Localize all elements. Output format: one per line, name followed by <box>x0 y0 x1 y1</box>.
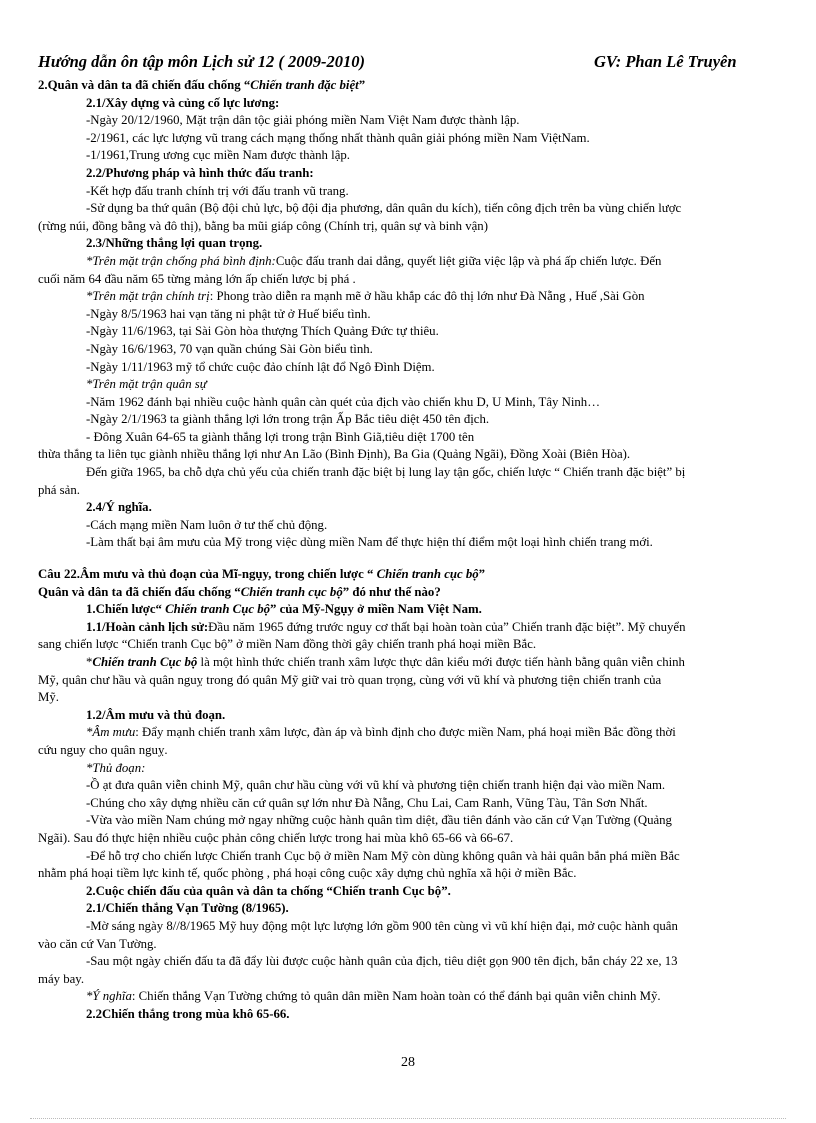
text-line: -Sau một ngày chiến đấu ta đã đẩy lùi được cuộc hành quân của địch, tiêu diệt gọn 900 tên địch, bắn cháy 22 xe, 13 <box>86 954 678 969</box>
subsection-heading: 2.1/Xây dựng và củng cố lực lương: <box>86 95 280 110</box>
text-line: Đến giữa 1965, ba chỗ dựa chủ yếu của chiến tranh đặc biệt bị lung lay tận gốc, chiến lược “ Chiến tranh đặc biệt” bị <box>86 465 686 480</box>
question-heading: Quân và dân ta đã chiến đấu chống “Chiến tranh cục bộ” đó như thế nào? <box>38 584 441 599</box>
text-line: *Âm mưu: Đẩy mạnh chiến tranh xâm lược, đàn áp và bình định cho được miền Nam, phá hoại miền Bắc đồng thời <box>86 725 676 740</box>
text-line: sang chiến lược “Chiến tranh Cục bộ” ở miền Nam đồng thời gây chiến tranh phá hoại miền Bắc. <box>38 637 537 652</box>
text-line: -Cách mạng miền Nam luôn ở tư thế chủ động. <box>86 517 328 532</box>
text-line: máy bay. <box>38 971 85 986</box>
text-line: *Ý nghĩa: Chiến thắng Vạn Tường chứng tỏ quân dân miền Nam hoàn toàn có thể đánh bại quân viễn chinh Mỹ. <box>86 989 661 1004</box>
question-heading: Câu 22.Âm mưu và thủ đoạn của Mĩ-ngụy, trong chiến lược “ Chiến tranh cục bộ” <box>38 567 486 582</box>
subsection-heading: 2.2Chiến thắng trong mùa khô 65-66. <box>86 1006 290 1021</box>
text-line: -Ngày 16/6/1963, 70 vạn quần chúng Sài Gòn biểu tình. <box>86 341 373 356</box>
text-line: thừa thắng ta liên tục giành nhiều thắng lợi như An Lão (Bình Định), Ba Gia (Quảng Ngãi), Đồng Xoài (Biên Hòa). <box>38 447 631 462</box>
subsection-heading: 2.3/Những thắng lợi quan trọng. <box>86 236 263 251</box>
text-line: -Ngày 2/1/1963 ta giành thắng lợi lớn trong trận Ấp Bắc tiêu diệt 450 tên địch. <box>86 412 490 427</box>
text-line: -Ngày 1/11/1963 mỹ tổ chức cuộc đảo chính lật đổ Ngô Đình Diệm. <box>86 359 435 374</box>
text-line: -2/1961, các lực lượng vũ trang cách mạng thống nhất thành quân giải phóng miền Nam ViệtNam. <box>86 130 590 145</box>
subsection-heading: 1.2/Âm mưu và thủ đoạn. <box>86 707 226 722</box>
text-line: vào căn cứ Van Tường. <box>38 936 157 951</box>
text-line: Mỹ, quân chư hầu và quân nguỵ trong đó quân Mỹ giữ vai trò quan trọng, cùng với vũ khí và phương tiện chiến tranh của <box>38 672 662 687</box>
header-teacher: GV: Phan Lê Truyên <box>594 52 737 71</box>
subsection-heading: 1.Chiến lược“ Chiến tranh Cục bộ” của Mỹ-Ngụy ở miền Nam Việt Nam. <box>86 602 482 617</box>
text-line: *Chiến tranh Cục bộ là một hình thức chiến tranh xâm lược thực dân kiểu mới được tiến hành bằng quân viễn chinh <box>86 655 685 669</box>
page-header <box>38 52 738 76</box>
text-line: -Chúng cho xây dựng nhiều căn cứ quân sự lớn như Đà Nẵng, Chu Lai, Cam Ranh, Vũng Tàu, Tân Sơn Nhất. <box>86 795 648 810</box>
text-line: *Trên mặt trận chính trị: Phong trào diễn ra mạnh mẽ ở hầu khắp các đô thị lớn như Đà Nẵng , Huế ,Sài Gòn <box>86 289 645 304</box>
text-line: cứu nguy cho quân nguỵ. <box>38 742 168 757</box>
text-line: -Ngày 8/5/1963 hai vạn tăng ni phật tử ở Huế biểu tình. <box>86 306 371 321</box>
document-body <box>38 77 778 1023</box>
text-line: nhằm phá hoại tiềm lực kinh tế, quốc phòng , phá hoại công cuộc xây dựng chủ nghĩa xã hội ở miền Bắc. <box>38 866 577 881</box>
text-line: -Làm thất bại âm mưu của Mỹ trong việc dùng miền Nam để thực hiện thí điểm một loại hình chiến trang mới. <box>86 535 653 550</box>
text-line: -Ngày 11/6/1963, tại Sài Gòn hòa thượng Thích Quảng Đức tự thiêu. <box>86 324 439 339</box>
text-line: Ngãi). Sau đó thực hiện nhiều cuộc phản công chiến lược trong hai mùa khô 65-66 và 66-67. <box>38 830 514 845</box>
text-line: 1.1/Hoàn cảnh lịch sử:Đầu năm 1965 đứng trước nguy cơ thất bại hoàn toàn của” Chiến tranh đặc biệt”. Mỹ chuyển <box>86 619 686 634</box>
text-line: -Mờ sáng ngày 8//8/1965 Mỹ huy động một lực lượng lớn gồm 900 tên cùng vì vũ khí hiện đại, mở cuộc hành quân <box>86 918 678 933</box>
text-line: *Trên mặt trận quân sự <box>86 377 207 392</box>
text-line: Mỹ. <box>38 690 59 705</box>
text-line: -Để hỗ trợ cho chiến lược Chiến tranh Cục bộ ở miền Nam Mỹ còn dùng không quân và hải quân bắn phá miền Bắc <box>86 848 680 863</box>
text-line: *Thủ đoạn: <box>86 760 146 775</box>
text-line: -Ngày 20/12/1960, Mặt trận dân tộc giải phóng miền Nam Việt Nam được thành lập. <box>86 113 520 128</box>
text-line: *Trên mặt trận chống phá bình định:Cuộc đấu tranh dai dẳng, quyết liệt giữa việc lập và phá ấp chiến lược. Đến <box>86 253 662 268</box>
text-line: -1/1961,Trung ương cục miền Nam được thành lập. <box>86 148 350 163</box>
page-bottom-rule <box>30 1118 786 1119</box>
text-line: -Năm 1962 đánh bại nhiều cuộc hành quân càn quét của địch vào chiến khu D, U Minh, Tây Ninh… <box>86 394 600 409</box>
subsection-heading: 2.1/Chiến thắng Vạn Tường (8/1965). <box>86 901 289 916</box>
text-line: -Vừa vào miền Nam chúng mở ngay những cuộc hành quân tìm diệt, đầu tiên đánh vào căn cứ Vạn Tường (Quảng <box>86 813 672 828</box>
text-line: -Ồ ạt đưa quân viễn chinh Mỹ, quân chư hầu cùng với vũ khí và phương tiện chiến tranh hiện đại vào miền Nam. <box>86 778 666 793</box>
subsection-heading: 2.Cuộc chiến đấu của quân và dân ta chống “Chiến tranh Cục bộ”. <box>86 883 451 898</box>
text-line: cuối năm 64 đầu năm 65 từng mảng lớn ấp chiến lược bị phá . <box>38 271 356 286</box>
subsection-heading: 2.2/Phương pháp và hình thức đấu tranh: <box>86 165 314 180</box>
text-line: -Sử dụng ba thứ quân (Bộ đội chủ lực, bộ đội địa phương, dân quân du kích), tiến công địch trên ba vùng chiến lược <box>86 201 682 216</box>
text-line: - Đông Xuân 64-65 ta giành thắng lợi trong trận Bình Giã,tiêu diệt 1700 tên <box>86 429 475 444</box>
text-line: (rừng núi, đồng bằng và đô thị), bằng ba mũi giáp công (Chính trị, quân sự và binh vận) <box>38 218 488 233</box>
spacer <box>38 552 778 566</box>
text-line: -Kết hợp đấu tranh chính trị với đấu tranh vũ trang. <box>86 183 349 198</box>
subsection-heading: 2.4/Ý nghĩa. <box>86 500 152 515</box>
header-course-title: Hướng dẫn ôn tập môn Lịch sử 12 ( 2009-2010) <box>38 52 366 71</box>
page-number: 28 <box>401 1055 415 1070</box>
section-heading: 2.Quân và dân ta đã chiến đấu chống “Chiến tranh đặc biệt” <box>38 78 366 92</box>
text-line: phá sản. <box>38 482 80 497</box>
